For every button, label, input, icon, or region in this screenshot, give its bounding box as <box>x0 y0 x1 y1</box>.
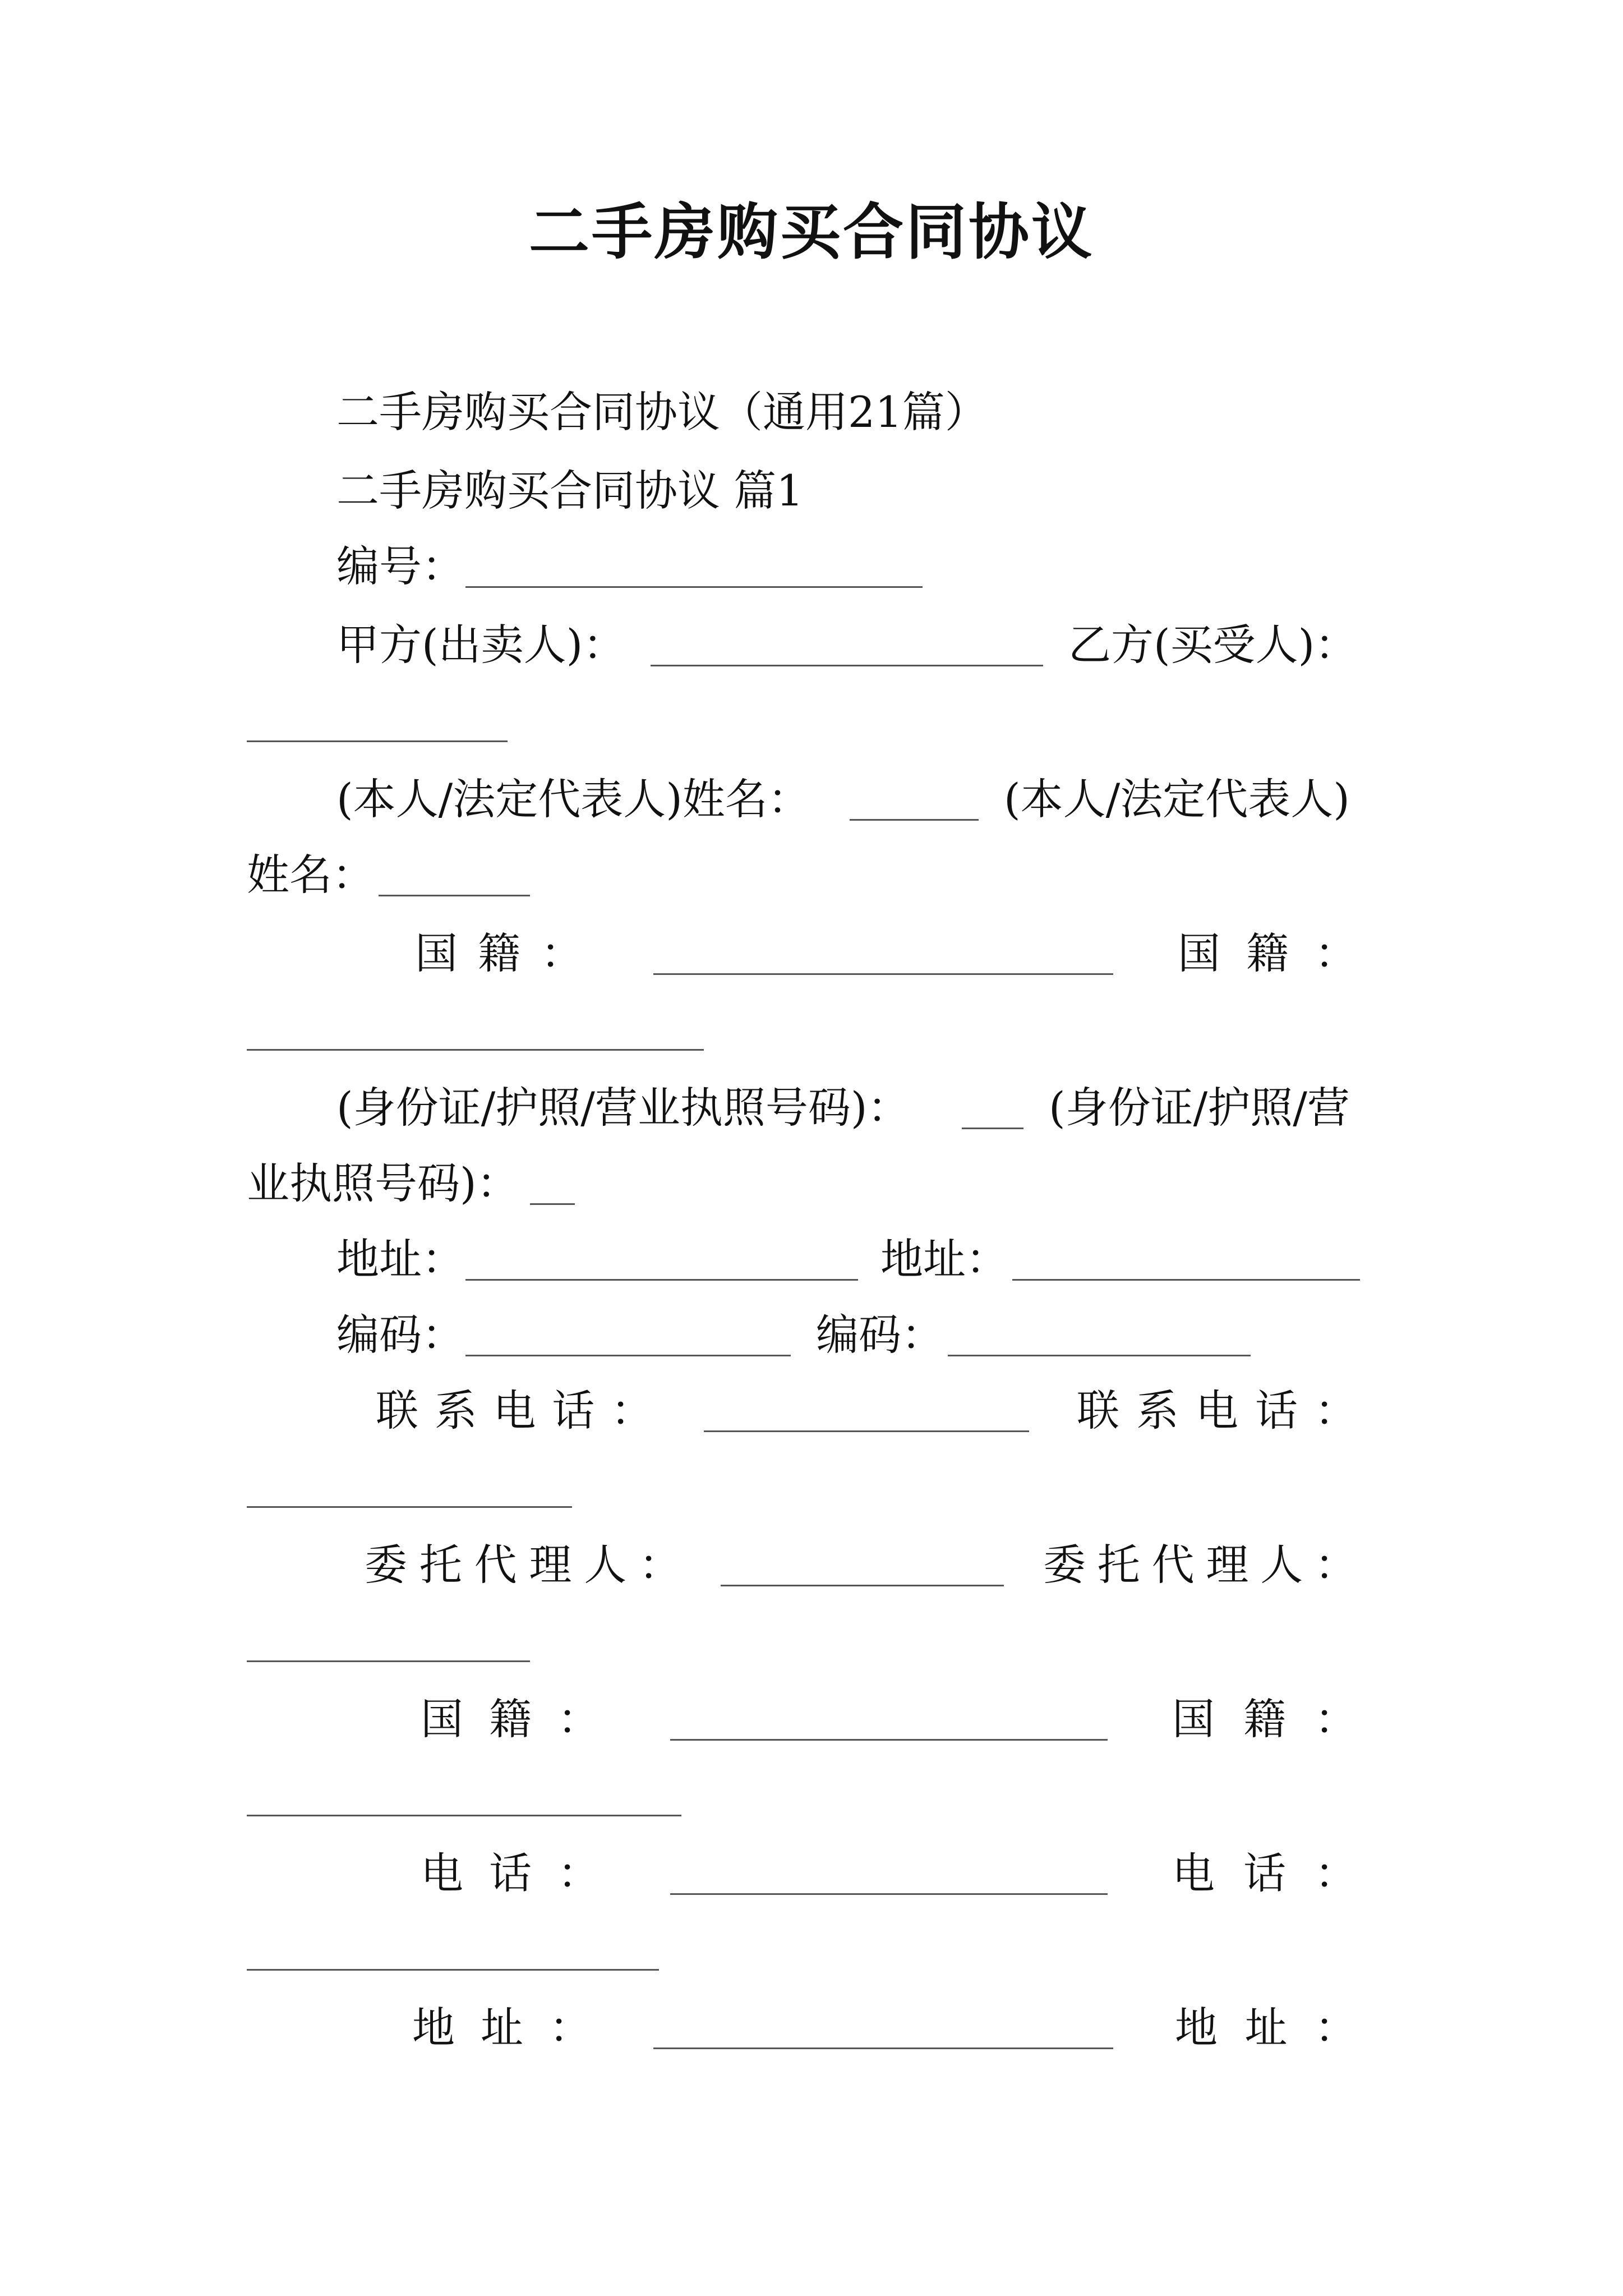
party-b-blank <box>247 740 508 742</box>
agent-addr-a-blank <box>653 2047 1113 2049</box>
agent-addr-a-label: 地 址 ： <box>412 2003 592 2053</box>
nationality-a-blank <box>653 973 1113 975</box>
agent-b-blank <box>247 1660 530 1662</box>
agent-nationality-b-blank <box>247 1815 681 1816</box>
agent-tel-b-blank <box>247 1969 659 1971</box>
nationality-b-label: 国 籍 ： <box>1178 928 1357 978</box>
agent-addr-b-label: 地 址 ： <box>1175 2003 1357 2053</box>
rep-name-a-label: (本人/法定代表人)姓名： <box>336 774 810 824</box>
address-b-label: 地址： <box>880 1234 1008 1284</box>
phone-a-blank <box>704 1430 1029 1432</box>
nationality-b-blank <box>247 1049 704 1051</box>
rep-name-a-blank <box>850 819 979 821</box>
phone-b-label: 联 系 电 话 ： <box>1077 1386 1357 1435</box>
postcode-b-blank <box>948 1355 1251 1356</box>
address-b-blank <box>1012 1279 1360 1281</box>
id-b-label-1: (身份证/护照/营 <box>1049 1083 1350 1133</box>
contract-no-label: 编号： <box>336 541 464 591</box>
phone-b-blank <box>247 1506 572 1508</box>
id-a-label: (身份证/护照/营业执照号码)： <box>336 1083 910 1133</box>
document-title: 二手房购买合同协议 <box>528 197 1094 268</box>
agent-nationality-a-blank <box>670 1739 1108 1741</box>
contract-no-blank <box>465 586 923 588</box>
agent-tel-b-label: 电 话 ： <box>1172 1848 1357 1898</box>
rep-name-b-blank <box>379 895 530 896</box>
section-heading: 二手房购买合同协议 篇1 <box>336 466 804 516</box>
agent-a-label: 委 托 代 理 人 ： <box>365 1540 681 1590</box>
agent-nationality-a-label: 国 籍 ： <box>421 1694 600 1744</box>
address-a-label: 地址： <box>336 1234 464 1284</box>
document-subtitle: 二手房购买合同协议（通用21篇） <box>336 387 988 437</box>
agent-a-blank <box>721 1585 1004 1586</box>
agent-tel-a-blank <box>670 1893 1108 1895</box>
party-a-label: 甲方(出卖人)： <box>336 620 626 670</box>
phone-a-label: 联 系 电 话 ： <box>376 1386 653 1435</box>
postcode-b-label: 编码： <box>816 1310 944 1360</box>
id-b-label-2: 业执照号码)： <box>247 1158 519 1208</box>
id-b-blank <box>530 1203 575 1205</box>
address-a-blank <box>465 1279 858 1281</box>
rep-name-b-label-1: (本人/法定代表人) <box>1004 774 1350 824</box>
agent-b-label: 委 托 代 理 人 ： <box>1043 1540 1357 1590</box>
id-a-blank <box>962 1128 1023 1129</box>
party-a-blank <box>651 665 1043 666</box>
party-b-label: 乙方(买受人)： <box>1068 620 1358 670</box>
agent-nationality-b-label: 国 籍 ： <box>1172 1694 1357 1744</box>
postcode-a-label: 编码： <box>336 1310 464 1360</box>
nationality-a-label: 国 籍 ： <box>415 928 583 978</box>
agent-tel-a-label: 电 话 ： <box>421 1848 600 1898</box>
postcode-a-blank <box>465 1355 791 1356</box>
rep-name-b-label-2: 姓名： <box>247 850 375 900</box>
